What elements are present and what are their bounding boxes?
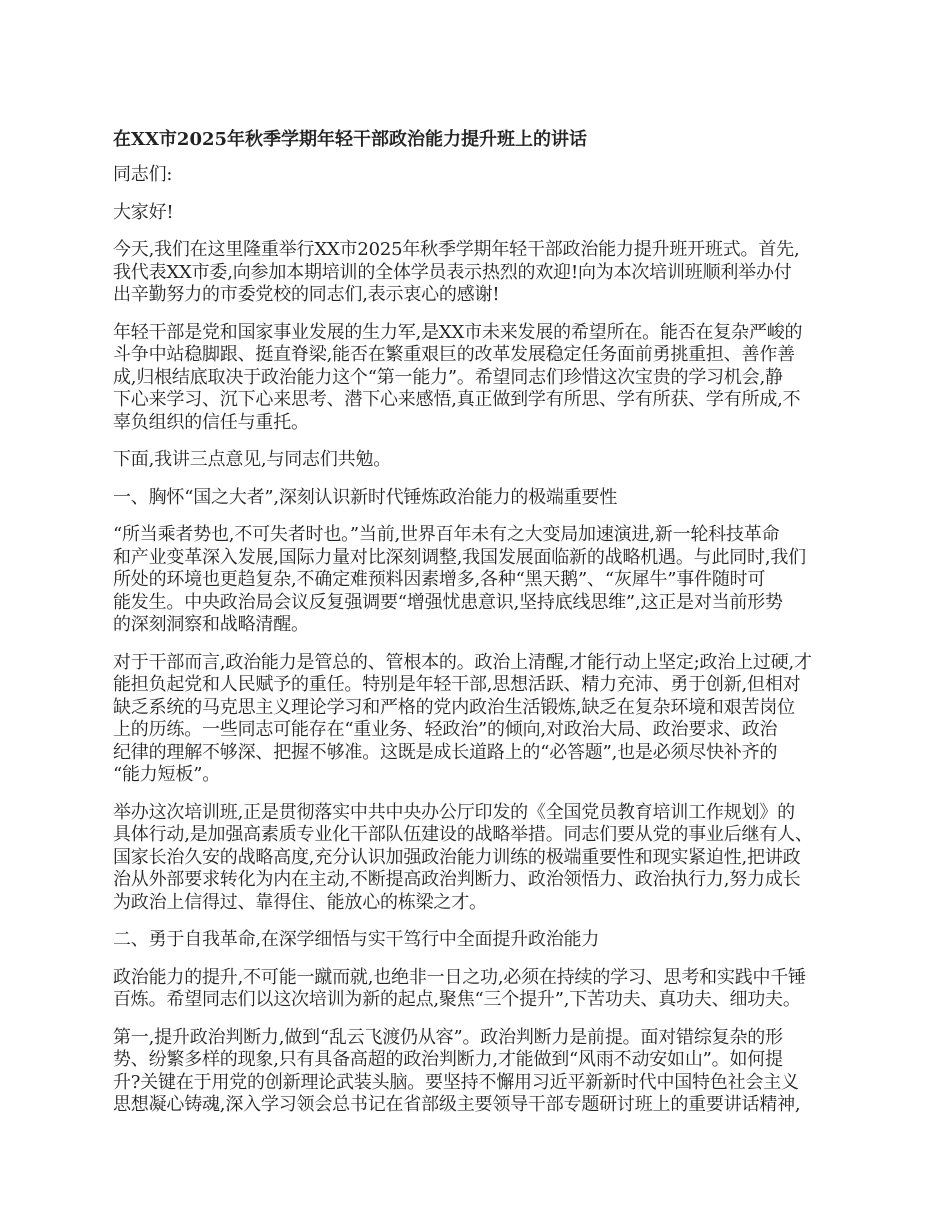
paragraph <box>113 322 843 435</box>
text-line: 成,归根结底取决于政治能力这个“第一能力”。希望同志们珍惜这次宝贵的学习机会,静 <box>113 366 783 388</box>
paragraph <box>113 802 843 915</box>
text-line: 斗争中站稳脚跟、挺直脊梁,能否在繁重艰巨的改革发展稳定任务面前勇挑重担、善作善 <box>113 344 795 365</box>
text-line: 的深刻洞察和战略清醒。 <box>113 614 309 635</box>
document-page <box>113 128 843 1132</box>
text-line: 百炼。希望同志们以这次培训为新的起点,聚焦“三个提升”,下苦功夫、真功夫、细功夫。 <box>113 989 801 1010</box>
paragraph <box>113 164 843 187</box>
text-line: 国家长治久安的战略高度,充分认识加强政治能力训练的极端重要性和现实紧迫性,把讲政 <box>113 846 801 868</box>
paragraph <box>113 487 843 510</box>
text-line: 二、勇于自我革命,在深学细悟与实干笃行中全面提升政治能力 <box>113 929 600 950</box>
text-line: 治从外部要求转化为内在主动,不断提高政治判断力、政治领悟力、政治执行力,努力成长 <box>113 869 801 890</box>
text-line: 能担负起党和人民赋予的重任。特别是年轻干部,思想活跃、精力充沛、勇于创新,但相对 <box>113 674 801 695</box>
text-line: 我代表XX市委,向参加本期培训的全体学员表示热烈的欢迎!向为本次培训班顺利举办付 <box>113 261 792 283</box>
text-line: 辜负组织的信任与重托。 <box>113 411 309 433</box>
text-line: 势、纷繁多样的现象,只有具备高超的政治判断力,才能做到“风雨不动安如山”。如何提 <box>113 1049 783 1070</box>
text-line: 同志们: <box>113 164 173 185</box>
paragraph <box>113 929 843 952</box>
text-line: 政治能力的提升,不可能一蹴而就,也绝非一日之功,必须在持续的学习、思考和实践中千锤 <box>113 966 806 988</box>
text-line: 出辛勤努力的市委党校的同志们,表示衷心的感谢! <box>113 284 500 305</box>
paragraph <box>113 202 843 225</box>
paragraph <box>113 967 843 1012</box>
paragraph <box>113 652 843 787</box>
text-line: 年轻干部是党和国家事业发展的生力军,是XX市未来发展的希望所在。能否在复杂严峻的 <box>113 321 803 343</box>
text-line: “能力短板”。 <box>113 764 221 785</box>
text-line: 下面,我讲三点意见,与同志们共勉。 <box>113 449 392 470</box>
text-line: “所当乘者势也,不可失者时也。”当前,世界百年未有之大变局加速演进,新一轮科技革命 <box>113 524 780 545</box>
text-line: 所处的环境也更趋复杂,不确定难预料因素增多,各种“黑天鹅”、“灰犀牛”事件随时可 <box>113 569 766 590</box>
text-line: 一、胸怀“国之大者”,深刻认识新时代锤炼政治能力的极端重要性 <box>113 486 618 508</box>
text-line: 具体行动,是加强高素质专业化干部队伍建设的战略举措。同志们要从党的事业后继有人、 <box>113 824 813 845</box>
paragraph <box>113 524 843 637</box>
document-title: 在XX市2025年秋季学期年轻干部政治能力提升班上的讲话 <box>113 129 588 150</box>
paragraph <box>113 1027 843 1117</box>
text-line: 能发生。中央政治局会议反复强调要“增强忧患意识,坚持底线思维”,这正是对当前形势 <box>113 591 783 613</box>
text-line: 今天,我们在这里隆重举行XX市2025年秋季学期年轻干部政治能力提升班开班式。首先, <box>113 239 800 260</box>
text-line: 第一,提升政治判断力,做到“乱云飞渡仍从容”。政治判断力是前提。面对错综复杂的形 <box>113 1026 783 1048</box>
text-line: 和产业变革深入发展,国际力量对比深刻调整,我国发展面临新的战略机遇。与此同时,我们 <box>113 546 806 568</box>
text-line: 对于干部而言,政治能力是管总的、管根本的。政治上清醒,才能行动上坚定;政治上过硬,才 <box>113 651 812 673</box>
text-line: 举办这次培训班,正是贯彻落实中共中央办公厅印发的《全国党员教育培训工作规划》的 <box>113 801 795 823</box>
text-line: 为政治上信得过、靠得住、能放心的栋梁之才。 <box>113 891 487 913</box>
paragraph <box>113 239 843 307</box>
paragraph <box>113 449 843 472</box>
text-line: 上的历练。一些同志可能存在“重业务、轻政治”的倾向,对政治大局、政治要求、政治 <box>113 719 778 740</box>
text-line: 下心来学习、沉下心来思考、潜下心来感悟,真正做到学有所思、学有所获、学有所成,不 <box>113 389 801 410</box>
text-line: 思想凝心铸魂,深入学习领会总书记在省部级主要领导干部专题研讨班上的重要讲话精神, <box>113 1094 801 1115</box>
document-body <box>113 164 843 1117</box>
text-line: 大家好! <box>113 201 174 223</box>
text-line: 升?关键在于用党的创新理论武装头脑。要坚持不懈用习近平新新时代中国特色社会主义 <box>113 1071 799 1093</box>
text-line: 纪律的理解不够深、把握不够准。这既是成长道路上的“必答题”,也是必须尽快补齐的 <box>113 741 778 763</box>
text-line: 缺乏系统的马克思主义理论学习和严格的党内政治生活锻炼,缺乏在复杂环境和艰苦岗位 <box>113 696 795 718</box>
